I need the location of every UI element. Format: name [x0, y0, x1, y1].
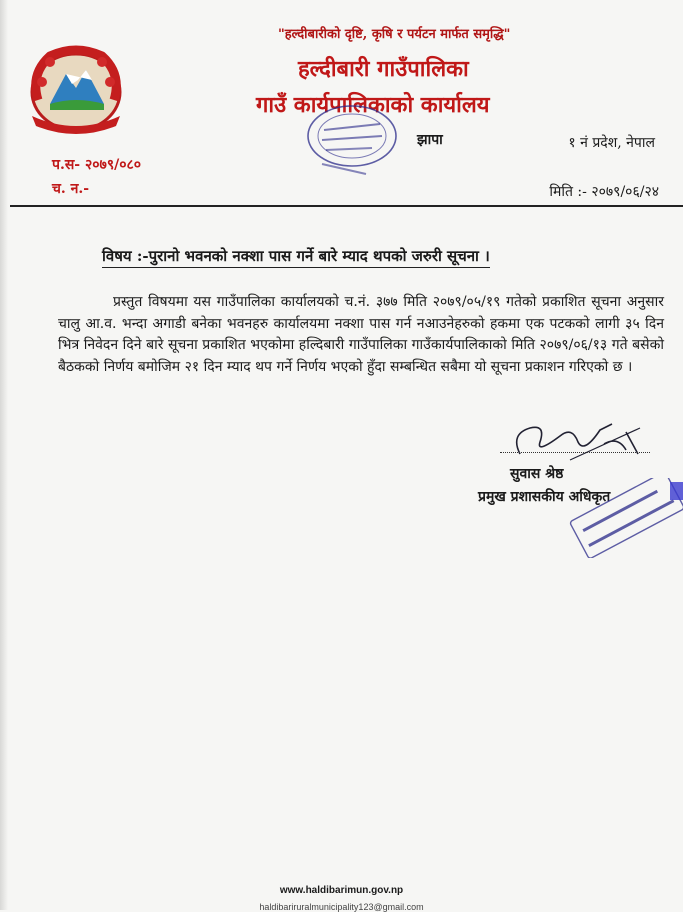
- dispatch-number: च. न.-: [52, 181, 90, 197]
- footer-website: www.haldibarimun.gov.np: [279, 885, 404, 896]
- officer-stamp-icon: [566, 478, 683, 558]
- footer-email: haldibariruralmunicipality123@gmail.com: [259, 902, 424, 912]
- signatory-title: प्रमुख प्रशासकीय अधिकृत: [478, 489, 611, 505]
- slogan: "हल्दीबारीको दृष्टि, कृषि र पर्यटन मार्फत समृद्धि": [278, 27, 511, 42]
- reference-number: प.स- २०७९/०८०: [52, 157, 142, 173]
- district: झापा: [417, 132, 443, 148]
- handwritten-signature-icon: [500, 414, 650, 464]
- province: १ नं प्रदेश, नेपाल: [568, 135, 655, 151]
- office-name: गाउँ कार्यपालिकाको कार्यालय: [256, 92, 490, 118]
- scan-shadow: [0, 0, 8, 910]
- letter-date: मिति :- २०७९/०६/२४: [549, 184, 659, 200]
- org-name: हल्दीबारी गाउँपालिका: [298, 56, 469, 82]
- notice-body: प्रस्तुत विषयमा यस गाउँपालिका कार्यालयको च.नं. ३७७ मिति २०७९/०५/१९ गतेको प्रकाशित सूचना अनुसार चालु आ.व. भन्दा अगाडी बनेका भवनहरु कार्यालयमा नक्शा पास गर्न नआउनेहरुको हकमा एक पटकको लागी ३५ दिन भित्र निवेदन दिने बारे सूचना प्रकाशित भएकोमा हल्दिबारी गाउँपालिका गाउँकार्यपालिकाको मिति २०७९/०६/१३ गते बसेको बैठकको निर्णय बमोजिम २१ दिन म्याद थप गर्ने निर्णय भएको हुँदा सम्बन्धित सबैमा यो सूचना प्रकाशन गरिएको छ ।: [58, 294, 664, 375]
- signature-line: [500, 452, 650, 453]
- signatory-name: सुवास श्रेष्ठ: [510, 466, 564, 482]
- office-seal-stamp-icon: [302, 100, 402, 178]
- municipality-emblem-icon: [20, 44, 132, 136]
- subject-line: विषय :-पुरानो भवनको नक्शा पास गर्ने बारे म्याद थपको जरुरी सूचना ।: [102, 246, 490, 268]
- header-divider: [10, 205, 683, 207]
